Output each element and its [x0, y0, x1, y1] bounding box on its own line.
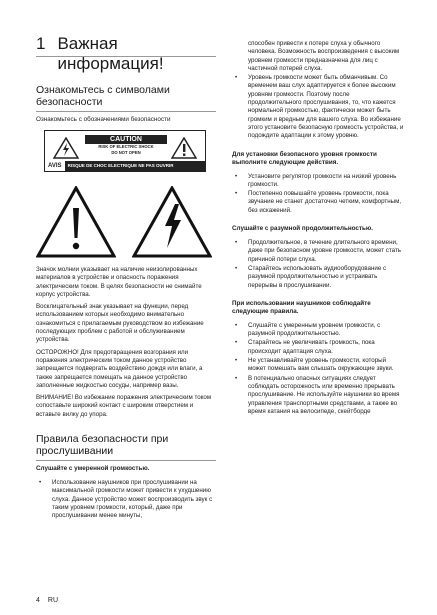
paragraph-exclamation: Восклицательный знак указывает на функции, перед использованием которых необходимо внимательно ознакомиться с прилагаемым руководством во избежание последующих проблем с работой и обслуживанием устройства.: [36, 303, 204, 344]
list-item: • Не устанавливайте уровень громкости, который может помешать вам слышать окружающие звуки.: [232, 357, 404, 374]
paragraph-caution: ОСТОРОЖНО! Для предотвращения возгорания или поражения электрическим током данное устройство запрещается подвергать воздействию дождя или влаги, а также запрещается помещать на данное устройство заполненные жидкостью сосуды, например вазы.: [36, 348, 203, 389]
time-bullets: [232, 239, 404, 290]
chapter-number: 1: [36, 34, 46, 53]
continued-bullets: [232, 74, 404, 140]
lightning-symbol-icon: [132, 186, 212, 258]
list-item: • Использование наушников при прослушивании на максимальной громкости может привести к ухудшению слуха. Данное устройство может воспроизводить звук с таким уровнем громкости, который, даже при прослушивании менее минуты,: [36, 479, 216, 520]
section-rule: [36, 111, 216, 112]
caution-avis: AVIS: [45, 161, 65, 171]
list-item: • Постепенно повышайте уровень громкости, пока звучание не станет достаточно четким, комфортным, без искажений.: [232, 190, 404, 215]
chapter-title: Важная информация!: [57, 34, 164, 73]
page-footer: [36, 597, 58, 604]
continued-text: способен привести к потере слуха у обычного человека. Возможность воспроизведения с высоким уровнем громкости предназначена для лиц с частичной потерей слуха.: [248, 40, 400, 72]
headphones-bullets: [232, 322, 404, 416]
listening-bullets: [36, 479, 216, 520]
section-subtitle-symbols: Ознакомьтесь с обозначениями безопасности: [36, 116, 171, 123]
caution-line-1: RISK OF ELECTRIC SHOCK: [98, 144, 154, 149]
list-item: • Продолжительное, в течение длительного времени, даже при безопасном уровне громкости, может стать причиной потери слуха.: [232, 239, 404, 264]
list-item: • В потенциально опасных ситуациях следует соблюдать осторожность или временно прерывать прослушивание. Не используйте наушники во время управления транспортными средствами, а также во время катания на велосипеде, скейтборде: [232, 375, 404, 416]
chapter-heading: [36, 34, 216, 74]
lightning-warning-icon: [53, 137, 79, 159]
caution-text: [85, 135, 167, 156]
section-title-listening: Правила безопасности при прослушивании: [36, 433, 169, 458]
exclamation-warning-icon: [171, 137, 197, 159]
section-title-symbols: Ознакомьтесь с символами безопасности: [36, 84, 170, 108]
right-column: [232, 40, 404, 422]
left-column: [36, 34, 216, 527]
language-code: RU: [47, 597, 59, 604]
exclamation-symbol-icon: [36, 186, 116, 258]
time-title: Слушайте с разумной продолжительностью.: [232, 225, 373, 233]
caution-bar-text: RISQUE DE CHOC ELECTRIQUE NE PAS OUVRIR: [67, 163, 174, 168]
paragraph-attention: ВНИМАНИЕ! Во избежание поражения электрическим током сопоставьте широкий контакт с широким отверстием и вставьте вилку до упора.: [36, 394, 212, 418]
safety-symbols: [36, 180, 212, 258]
list-item: • Старайтесь использовать аудиооборудование с разумной продолжительностью и устраивать перерывы в прослушивании.: [232, 265, 404, 290]
setup-title: Для установки безопасного уровня громкости выполните следующие действия.: [232, 150, 377, 166]
caution-title: CAUTION: [85, 135, 167, 144]
chapter-rule: [36, 56, 216, 57]
page-number: 4: [36, 597, 40, 604]
caution-line-2: DO NOT OPEN: [111, 150, 141, 155]
list-item: • Старайтесь не увеличивать громкость, пока происходит адаптация слуха.: [232, 339, 404, 356]
section-subtitle-volume: Слушайте с умеренной громкостью.: [36, 465, 150, 473]
paragraph-lightning: Значок молнии указывает на наличие неизолированных материалов в устройстве и опасность поражения электрическим током. В целях безопасности не снимайте корпус устройства.: [36, 266, 202, 298]
list-item: • Установите регулятор громкости на низкий уровень громкости.: [232, 173, 404, 190]
caution-bar: [45, 161, 205, 171]
list-item: • Слушайте с умеренным уровнем громкости, с разумной продолжительностью.: [232, 322, 404, 339]
list-item: • Уровень громкости может быть обманчивым. Со временем ваш слух адаптируется к более высоким уровням громкости. Поэтому после продолжительного прослушивания, то, что кажется нормальной громкостью, фактически может быть громким и вредным для вашего слуха. Во избежание этого установите безопасную громкость устройства, и подождите адаптации к этому уровню.: [232, 74, 404, 140]
headphones-title: При использовании наушников соблюдайте следующие правила.: [232, 299, 371, 315]
section-rule: [36, 460, 216, 461]
setup-bullets: [232, 173, 404, 215]
caution-label: [44, 130, 206, 172]
